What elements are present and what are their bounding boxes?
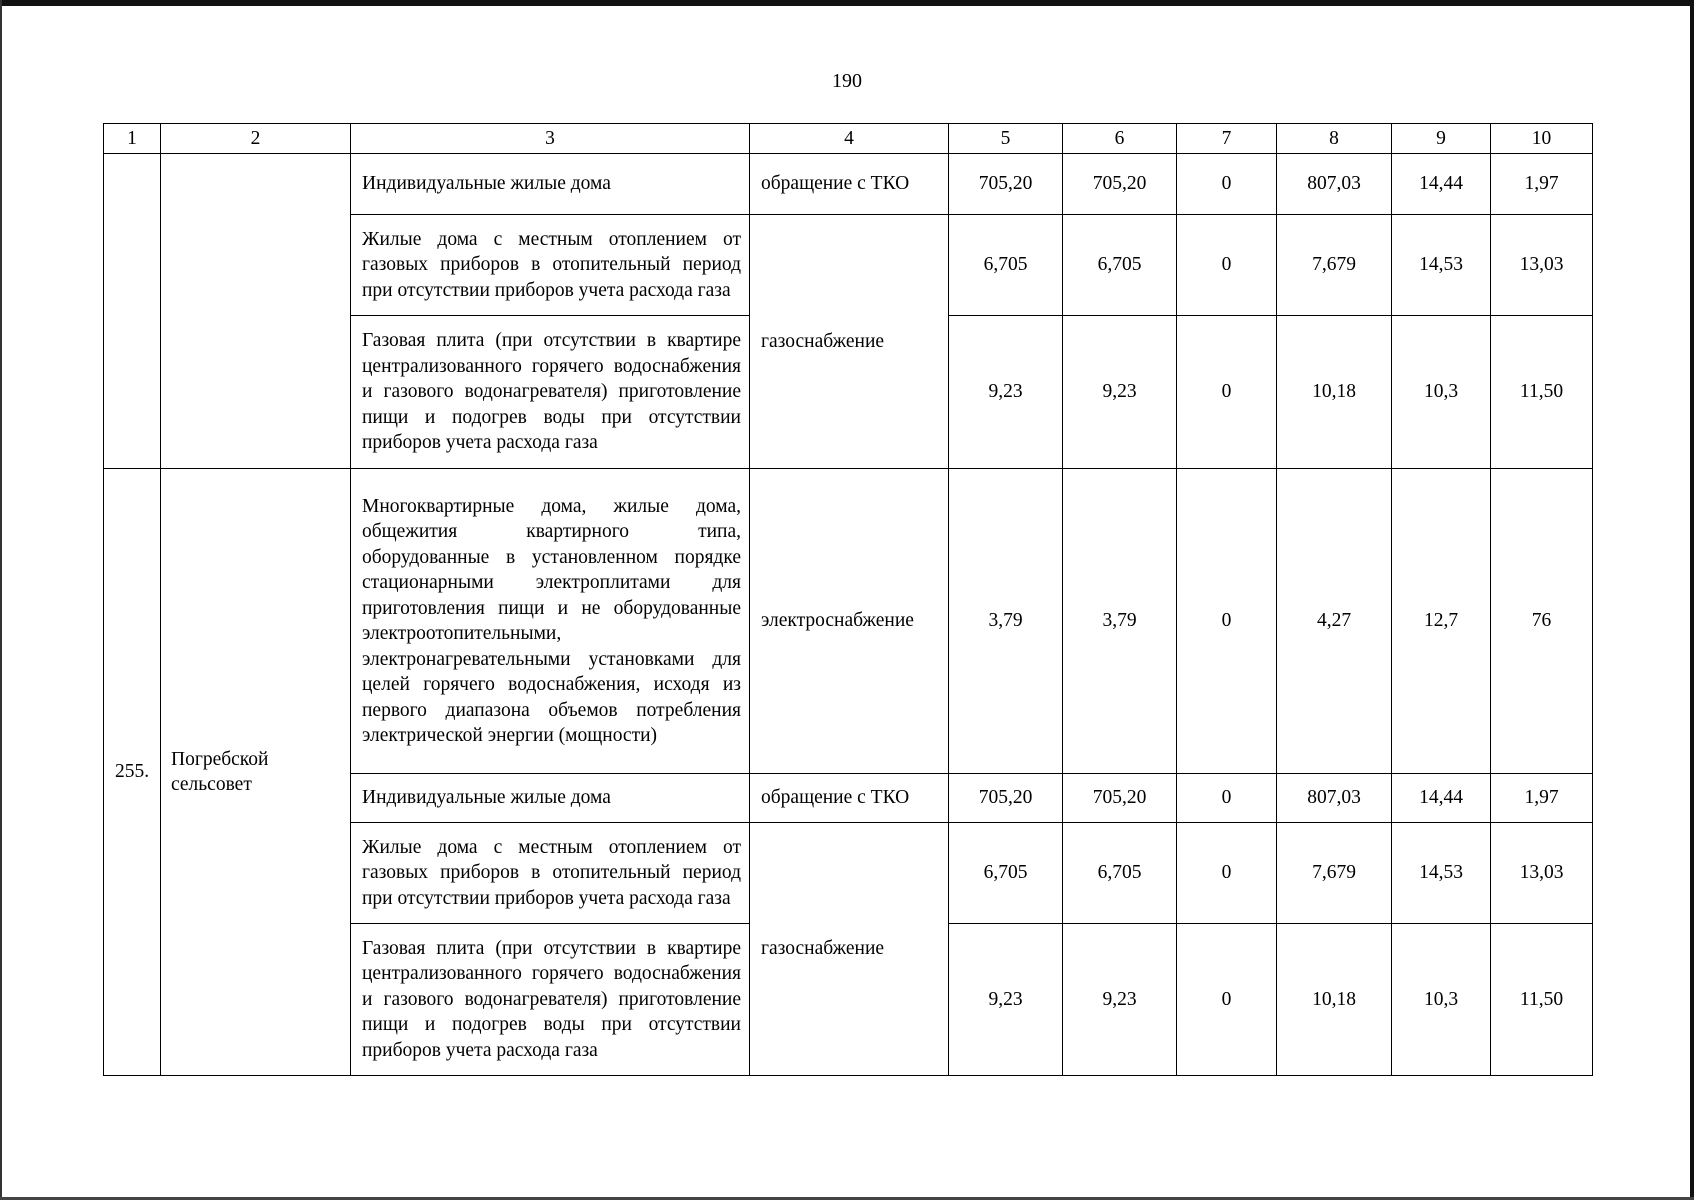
index-cell-empty — [104, 154, 161, 469]
description-cell: Жилые дома с местным отоплением от газовых приборов в отопительный период при отсутствии приборов учета расхода газа — [351, 823, 750, 924]
value-cell: 10,18 — [1277, 924, 1392, 1076]
value-cell: 14,44 — [1392, 154, 1491, 215]
service-cell: газоснабжение — [750, 215, 949, 469]
scan-border-left — [0, 0, 2, 1200]
value-cell: 7,679 — [1277, 823, 1392, 924]
value-cell: 6,705 — [1063, 215, 1177, 316]
value-cell: 3,79 — [949, 469, 1063, 774]
value-cell: 10,18 — [1277, 316, 1392, 469]
value-cell: 4,27 — [1277, 469, 1392, 774]
value-cell: 705,20 — [1063, 774, 1177, 823]
col-header: 9 — [1392, 124, 1491, 154]
service-cell: электроснабжение — [750, 469, 949, 774]
col-header: 5 — [949, 124, 1063, 154]
value-cell: 9,23 — [949, 316, 1063, 469]
col-header: 1 — [104, 124, 161, 154]
scan-border-top — [0, 0, 1694, 6]
col-header: 2 — [161, 124, 351, 154]
col-header: 3 — [351, 124, 750, 154]
value-cell: 13,03 — [1491, 823, 1593, 924]
value-cell: 1,97 — [1491, 774, 1593, 823]
value-cell: 6,705 — [949, 823, 1063, 924]
description-cell: Индивидуальные жилые дома — [351, 774, 750, 823]
description-cell: Газовая плита (при отсутствии в квартире централизованного горячего водоснабжения и газового водонагревателя) приготовление пищи и подогрев воды при отсутствии приборов учета расхода газа — [351, 316, 750, 469]
value-cell: 705,20 — [949, 774, 1063, 823]
value-cell: 3,79 — [1063, 469, 1177, 774]
value-cell: 13,03 — [1491, 215, 1593, 316]
tariff-table — [103, 123, 1593, 1076]
value-cell: 11,50 — [1491, 316, 1593, 469]
value-cell: 0 — [1177, 774, 1277, 823]
value-cell: 0 — [1177, 823, 1277, 924]
value-cell: 705,20 — [949, 154, 1063, 215]
value-cell: 807,03 — [1277, 154, 1392, 215]
table-row — [104, 469, 1593, 774]
organization-cell: Погребской сельсовет — [161, 469, 351, 1076]
col-header: 6 — [1063, 124, 1177, 154]
value-cell: 14,53 — [1392, 823, 1491, 924]
value-cell: 0 — [1177, 154, 1277, 215]
service-cell: обращение с ТКО — [750, 774, 949, 823]
description-cell: Газовая плита (при отсутствии в квартире централизованного горячего водоснабжения и газового водонагревателя) приготовление пищи и подогрев воды при отсутствии приборов учета расхода газа — [351, 924, 750, 1076]
value-cell: 9,23 — [1063, 924, 1177, 1076]
value-cell: 6,705 — [1063, 823, 1177, 924]
service-cell: обращение с ТКО — [750, 154, 949, 215]
col-header: 4 — [750, 124, 949, 154]
index-cell: 255. — [104, 469, 161, 1076]
value-cell: 9,23 — [949, 924, 1063, 1076]
value-cell: 12,7 — [1392, 469, 1491, 774]
value-cell: 7,679 — [1277, 215, 1392, 316]
value-cell: 76 — [1491, 469, 1593, 774]
value-cell: 14,53 — [1392, 215, 1491, 316]
table-row — [104, 154, 1593, 215]
page-number: 190 — [832, 70, 862, 92]
value-cell: 0 — [1177, 924, 1277, 1076]
value-cell: 0 — [1177, 316, 1277, 469]
value-cell: 11,50 — [1491, 924, 1593, 1076]
col-header: 7 — [1177, 124, 1277, 154]
value-cell: 0 — [1177, 215, 1277, 316]
value-cell: 10,3 — [1392, 924, 1491, 1076]
value-cell: 9,23 — [1063, 316, 1177, 469]
col-header: 10 — [1491, 124, 1593, 154]
value-cell: 14,44 — [1392, 774, 1491, 823]
header-row — [104, 124, 1593, 154]
value-cell: 0 — [1177, 469, 1277, 774]
col-header: 8 — [1277, 124, 1392, 154]
value-cell: 705,20 — [1063, 154, 1177, 215]
value-cell: 6,705 — [949, 215, 1063, 316]
value-cell: 807,03 — [1277, 774, 1392, 823]
value-cell: 1,97 — [1491, 154, 1593, 215]
description-cell: Многоквартирные дома, жилые дома, общежития квартирного типа, оборудованные в установленном порядке стационарными электроплитами для приготовления пищи и не оборудованные электроотопительными, электронагревательными установками для целей горячего водоснабжения, исходя из первого диапазона объемов потребления электрической энергии (мощности) — [351, 469, 750, 774]
service-cell: газоснабжение — [750, 823, 949, 1076]
organization-cell-empty — [161, 154, 351, 469]
scan-border-right — [1690, 0, 1694, 1200]
description-cell: Индивидуальные жилые дома — [351, 154, 750, 215]
value-cell: 10,3 — [1392, 316, 1491, 469]
description-cell: Жилые дома с местным отоплением от газовых приборов в отопительный период при отсутствии приборов учета расхода газа — [351, 215, 750, 316]
